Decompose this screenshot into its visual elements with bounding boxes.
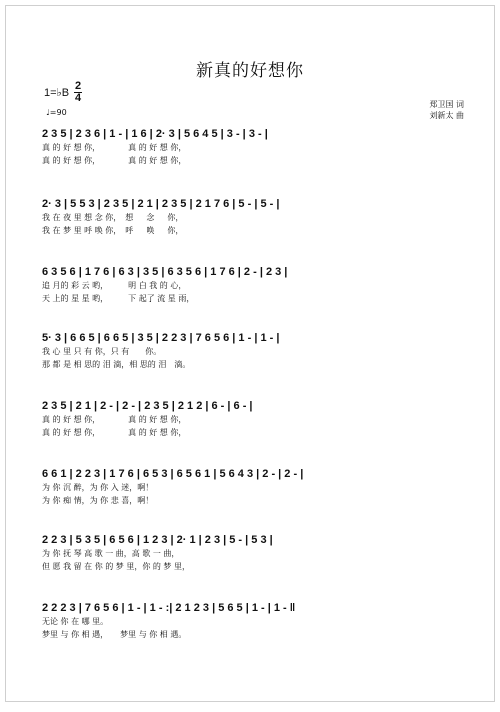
score-row-4 bbox=[42, 332, 472, 371]
time-numerator: 2 bbox=[74, 80, 82, 92]
lyric-verse-1: 我 心 里 只 有 你，只 有 你。 bbox=[42, 347, 162, 356]
lyric-verse-2: 我 在 梦 里 呼 唤 你， 呼 唤 你， bbox=[42, 226, 184, 235]
lyric-verse-2: 为 你 痴 情，为 你 悲 喜，啊！ bbox=[42, 496, 154, 505]
notation-line: 2 3 5 | 2 1 | 2 - | 2 - | 2 3 5 | 2 1 2 | 6 - | 6 - | bbox=[42, 400, 253, 412]
lyric-verse-1: 为 你 沉 醉，为 你 入 迷，啊！ bbox=[42, 483, 154, 492]
song-title: 新真的好想你 bbox=[196, 61, 304, 81]
score-row-5 bbox=[42, 400, 472, 439]
time-denominator: 4 bbox=[74, 92, 82, 104]
notation-line: 2 2 3 | 5 3 5 | 6 5 6 | 1 2 3 | 2· 1 | 2 3 | 5 - | 5 3 | bbox=[42, 534, 273, 546]
tempo-marking: ♩=90 bbox=[46, 108, 67, 117]
notation-line: 2 3 5 | 2 3 6 | 1 - | 1 6 | 2· 3 | 5 6 4 5 | 3 - | 3 - | bbox=[42, 128, 268, 140]
score-row-1 bbox=[42, 128, 472, 167]
score-row-6 bbox=[42, 468, 472, 507]
lyric-verse-1: 真 的 好 想 你， 真 的 好 想 你， bbox=[42, 143, 187, 152]
lyric-verse-1: 追 月的 彩 云 哟， 明 白 我 的 心， bbox=[42, 281, 187, 290]
notation-line: 6 6 1 | 2 2 3 | 1 7 6 | 6 5 3 | 6 5 6 1 | 5 6 4 3 | 2 - | 2 - | bbox=[42, 468, 304, 480]
notation-line: 5· 3 | 6 6 5 | 6 6 5 | 3 5 | 2 2 3 | 7 6 5 6 | 1 - | 1 - | bbox=[42, 332, 280, 344]
lyricist: 郑卫国 词 bbox=[429, 100, 464, 109]
lyric-verse-2: 天 上的 星 星 哟， 下 起了 流 星 雨， bbox=[42, 294, 195, 303]
time-signature bbox=[74, 81, 82, 104]
lyric-verse-1: 为 你 抚 琴 高 歌 一 曲，高 歌 一 曲， bbox=[42, 549, 180, 558]
lyric-verse-1: 真 的 好 想 你， 真 的 好 想 你， bbox=[42, 415, 187, 424]
lyric-verse-2: 真 的 好 想 你， 真 的 好 想 你， bbox=[42, 428, 187, 437]
lyric-verse-1: 无论 你 在 哪 里。 bbox=[42, 617, 109, 626]
music-sheet bbox=[5, 5, 495, 702]
credits bbox=[429, 99, 464, 121]
score-row-2 bbox=[42, 198, 472, 237]
score-row-8 bbox=[42, 602, 472, 641]
lyric-verse-2: 真 的 好 想 你， 真 的 好 想 你， bbox=[42, 156, 187, 165]
notation-line: 2 2 2 3 | 7 6 5 6 | 1 - | 1 - :| 2 1 2 3 | 5 6 5 | 1 - | 1 - ‖ bbox=[42, 602, 296, 614]
lyric-verse-2: 梦里 与 你 相 遇， 梦里 与 你 相 遇。 bbox=[42, 630, 187, 639]
notation-line: 2· 3 | 5 5 3 | 2 3 5 | 2 1 | 2 3 5 | 2 1 7 6 | 5 - | 5 - | bbox=[42, 198, 280, 210]
lyric-verse-2: 那 都 是 相 思的 泪 滴，相 思的 泪 滴。 bbox=[42, 360, 191, 369]
lyric-verse-2: 但 愿 我 留 在 你 的 梦 里，你 的 梦 里， bbox=[42, 562, 190, 571]
score-row-3 bbox=[42, 266, 472, 305]
notation-line: 6 3 5 6 | 1 7 6 | 6 3 | 3 5 | 6 3 5 6 | 1 7 6 | 2 - | 2 3 | bbox=[42, 266, 288, 278]
composer: 刘新太 曲 bbox=[429, 111, 464, 120]
score-row-7 bbox=[42, 534, 472, 573]
key-signature: 1=♭B bbox=[44, 87, 70, 99]
lyric-verse-1: 我 在 夜 里 想 念 你， 想 念 你， bbox=[42, 213, 184, 222]
